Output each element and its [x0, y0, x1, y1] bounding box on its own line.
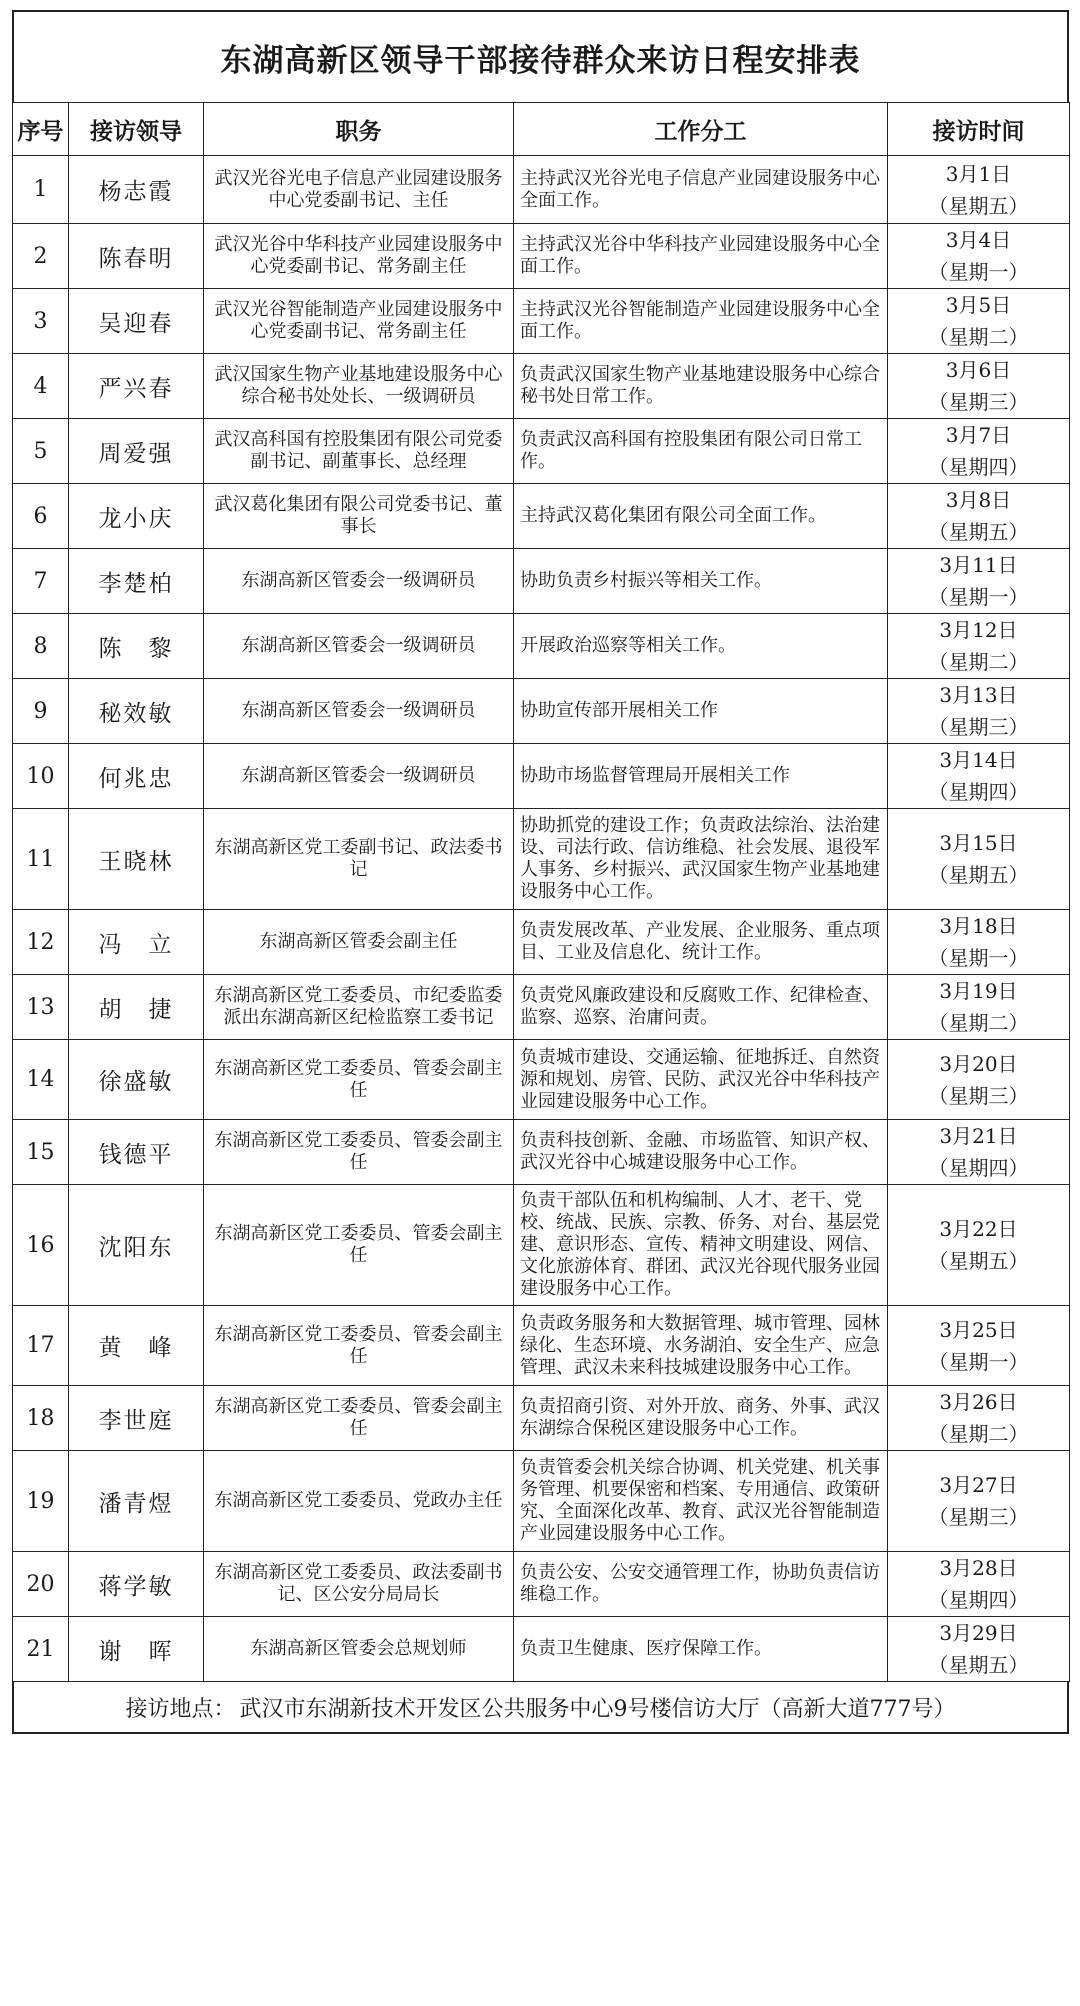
leader-name: 秘效敏: [69, 679, 204, 744]
row-number: 20: [13, 1552, 69, 1617]
reception-time: [888, 354, 1070, 419]
leader-name: 陈春明: [69, 224, 204, 289]
leader-name: 蒋学敏: [69, 1552, 204, 1617]
leader-name: 黄 峰: [69, 1306, 204, 1386]
leader-position: 武汉国家生物产业基地建设服务中心综合秘书处处长、一级调研员: [204, 354, 514, 419]
work-duty: 负责招商引资、对外开放、商务、外事、武汉东湖综合保税区建设服务中心工作。: [514, 1386, 888, 1451]
leader-name: 潘青煜: [69, 1451, 204, 1552]
table-row: [13, 1185, 1070, 1306]
row-number: 9: [13, 679, 69, 744]
work-duty: 负责武汉国家生物产业基地建设服务中心综合秘书处日常工作。: [514, 354, 888, 419]
work-duty: 负责管委会机关综合协调、机关党建、机关事务管理、机要保密和档案、专用通信、政策研究、全面深化改革、教育、武汉光谷智能制造产业园建设服务中心工作。: [514, 1451, 888, 1552]
work-duty: 负责政务服务和大数据管理、城市管理、园林绿化、生态环境、水务湖泊、安全生产、应急管理、武汉未来科技城建设服务中心工作。: [514, 1306, 888, 1386]
reception-weekday: （星期二）: [928, 1422, 1029, 1446]
leader-position: 东湖高新区党工委委员、党政办主任: [204, 1451, 514, 1552]
row-number: 10: [13, 744, 69, 809]
leader-position: 东湖高新区党工委委员、管委会副主任: [204, 1306, 514, 1386]
leader-position: 东湖高新区党工委委员、政法委副书记、区公安分局局长: [204, 1552, 514, 1617]
row-number: 4: [13, 354, 69, 419]
reception-date: 3月21日: [939, 1124, 1018, 1148]
leader-name: 李楚柏: [69, 549, 204, 614]
leader-position: 东湖高新区党工委委员、管委会副主任: [204, 1185, 514, 1306]
leader-name: 吴迎春: [69, 289, 204, 354]
work-duty: 协助宣传部开展相关工作: [514, 679, 888, 744]
work-duty: 负责城市建设、交通运输、征地拆迁、自然资源和规划、房管、民防、武汉光谷中华科技产业园建设服务中心工作。: [514, 1040, 888, 1120]
leader-name: 杨志霞: [69, 156, 204, 224]
reception-date: 3月13日: [939, 683, 1018, 707]
table-row: [13, 224, 1070, 289]
work-duty: 负责武汉高科国有控股集团有限公司日常工作。: [514, 419, 888, 484]
row-number: 3: [13, 289, 69, 354]
reception-weekday: （星期三）: [928, 1083, 1029, 1108]
leader-position: 东湖高新区党工委委员、市纪委监委派出东湖高新区纪检监察工委书记: [204, 975, 514, 1040]
reception-date: 3月5日: [945, 293, 1012, 317]
leader-name: 李世庭: [69, 1386, 204, 1451]
leader-position: 武汉光谷中华科技产业园建设服务中心党委副书记、常务副主任: [204, 224, 514, 289]
table-row: [13, 1386, 1070, 1451]
leader-name: 王晓林: [69, 809, 204, 910]
row-number: 1: [13, 156, 69, 224]
reception-time: [888, 910, 1070, 975]
row-number: 6: [13, 484, 69, 549]
reception-weekday: （星期一）: [928, 946, 1029, 970]
reception-weekday: （星期五）: [928, 193, 1029, 218]
reception-date: 3月1日: [945, 161, 1012, 186]
reception-date: 3月11日: [939, 553, 1018, 577]
work-duty: 协助抓党的建设工作；负责政法综治、法治建设、司法行政、信访维稳、社会发展、退役军人事务、乡村振兴、武汉国家生物产业基地建设服务中心工作。: [514, 809, 888, 910]
reception-date: 3月22日: [939, 1217, 1018, 1241]
reception-weekday: （星期四）: [928, 1588, 1029, 1612]
location-label: 接访地点：: [125, 1696, 236, 1722]
leader-position: 武汉光谷光电子信息产业园建设服务中心党委副书记、主任: [204, 156, 514, 224]
reception-time: [888, 1040, 1070, 1120]
reception-date: 3月19日: [939, 979, 1018, 1003]
leader-name: 徐盛敏: [69, 1040, 204, 1120]
header-duty: 工作分工: [514, 103, 888, 156]
leader-name: 严兴春: [69, 354, 204, 419]
work-duty: 负责科技创新、金融、市场监管、知识产权、武汉光谷中心城建设服务中心工作。: [514, 1120, 888, 1185]
reception-time: [888, 419, 1070, 484]
table-row: [13, 679, 1070, 744]
table-row: [13, 744, 1070, 809]
work-duty: 协助市场监督管理局开展相关工作: [514, 744, 888, 809]
row-number: 11: [13, 809, 69, 910]
reception-time: [888, 1120, 1070, 1185]
reception-weekday: （星期一）: [928, 1349, 1029, 1374]
leader-position: 东湖高新区管委会一级调研员: [204, 744, 514, 809]
reception-weekday: （星期二）: [928, 650, 1029, 674]
table-row: [13, 614, 1070, 679]
reception-time: [888, 549, 1070, 614]
table-row: [13, 1617, 1070, 1682]
leader-name: 陈 黎: [69, 614, 204, 679]
leader-name: 何兆忠: [69, 744, 204, 809]
leader-position: 东湖高新区党工委委员、管委会副主任: [204, 1386, 514, 1451]
reception-time: [888, 1552, 1070, 1617]
work-duty: 负责发展改革、产业发展、企业服务、重点项目、工业及信息化、统计工作。: [514, 910, 888, 975]
leader-name: 冯 立: [69, 910, 204, 975]
reception-date: 3月28日: [939, 1556, 1018, 1580]
leader-position: 东湖高新区管委会一级调研员: [204, 549, 514, 614]
reception-weekday: （星期三）: [928, 1505, 1029, 1529]
reception-time: [888, 1451, 1070, 1552]
row-number: 2: [13, 224, 69, 289]
reception-time: [888, 484, 1070, 549]
schedule-sheet: [12, 10, 1069, 1734]
location-address: 武汉市东湖新技术开发区公共服务中心9号楼信访大厅（高新大道777号）: [239, 1696, 956, 1722]
reception-weekday: （星期五）: [928, 863, 1029, 887]
row-number: 14: [13, 1040, 69, 1120]
reception-time: [888, 1617, 1070, 1682]
reception-date: 3月14日: [939, 748, 1018, 772]
row-number: 15: [13, 1120, 69, 1185]
table-row: [13, 289, 1070, 354]
reception-weekday: （星期三）: [928, 390, 1029, 414]
table-row: [13, 549, 1070, 614]
table-row: [13, 975, 1070, 1040]
reception-date: 3月26日: [939, 1390, 1018, 1414]
leader-position: 东湖高新区管委会副主任: [204, 910, 514, 975]
reception-weekday: （星期二）: [928, 325, 1029, 349]
reception-weekday: （星期五）: [928, 1653, 1029, 1677]
reception-date: 3月18日: [939, 914, 1018, 938]
table-row: [13, 484, 1070, 549]
work-duty: 开展政治巡察等相关工作。: [514, 614, 888, 679]
header-time: 接访时间: [888, 103, 1070, 156]
leader-position: 东湖高新区管委会一级调研员: [204, 614, 514, 679]
leader-position: 东湖高新区管委会一级调研员: [204, 679, 514, 744]
row-number: 21: [13, 1617, 69, 1682]
leader-name: 龙小庆: [69, 484, 204, 549]
leader-position: 武汉光谷智能制造产业园建设服务中心党委副书记、常务副主任: [204, 289, 514, 354]
reception-date: 3月12日: [939, 618, 1018, 642]
reception-date: 3月29日: [939, 1621, 1018, 1645]
table-row: [13, 419, 1070, 484]
table-row: [13, 1306, 1070, 1386]
reception-time: [888, 156, 1070, 224]
reception-date: 3月20日: [939, 1051, 1018, 1076]
reception-date: 3月15日: [939, 831, 1018, 855]
reception-weekday: （星期四）: [928, 780, 1029, 804]
reception-weekday: （星期四）: [928, 1156, 1029, 1180]
table-row: [13, 1451, 1070, 1552]
reception-time: [888, 1185, 1070, 1306]
table-row: [13, 910, 1070, 975]
leader-name: 谢 晖: [69, 1617, 204, 1682]
work-duty: 负责公安、公安交通管理工作，协助负责信访维稳工作。: [514, 1552, 888, 1617]
work-duty: 主持武汉光谷中华科技产业园建设服务中心全面工作。: [514, 224, 888, 289]
reception-time: [888, 614, 1070, 679]
work-duty: 协助负责乡村振兴等相关工作。: [514, 549, 888, 614]
leader-name: 周爱强: [69, 419, 204, 484]
leader-name: 沈阳东: [69, 1185, 204, 1306]
row-number: 7: [13, 549, 69, 614]
reception-date: 3月27日: [939, 1473, 1018, 1497]
reception-date: 3月6日: [945, 358, 1012, 382]
header-leader: 接访领导: [69, 103, 204, 156]
reception-time: [888, 679, 1070, 744]
leader-position: 武汉葛化集团有限公司党委书记、董事长: [204, 484, 514, 549]
row-number: 16: [13, 1185, 69, 1306]
row-number: 17: [13, 1306, 69, 1386]
work-duty: 负责党风廉政建设和反腐败工作、纪律检查、监察、巡察、治庸问责。: [514, 975, 888, 1040]
table-row: [13, 1552, 1070, 1617]
reception-date: 3月4日: [945, 228, 1012, 252]
reception-weekday: （星期四）: [928, 455, 1029, 479]
reception-time: [888, 1306, 1070, 1386]
leader-name: 钱德平: [69, 1120, 204, 1185]
reception-location: [12, 1682, 1069, 1734]
row-number: 12: [13, 910, 69, 975]
reception-weekday: （星期二）: [928, 1011, 1029, 1035]
work-duty: 主持武汉光谷光电子信息产业园建设服务中心全面工作。: [514, 156, 888, 224]
table-row: [13, 1120, 1070, 1185]
reception-date: 3月8日: [945, 488, 1012, 512]
reception-time: [888, 289, 1070, 354]
leader-name: 胡 捷: [69, 975, 204, 1040]
reception-weekday: （星期一）: [928, 260, 1029, 284]
row-number: 19: [13, 1451, 69, 1552]
leader-position: 东湖高新区党工委委员、管委会副主任: [204, 1120, 514, 1185]
leader-position: 武汉高科国有控股集团有限公司党委副书记、副董事长、总经理: [204, 419, 514, 484]
reception-weekday: （星期五）: [928, 520, 1029, 544]
reception-time: [888, 975, 1070, 1040]
table-row: [13, 1040, 1070, 1120]
work-duty: 主持武汉葛化集团有限公司全面工作。: [514, 484, 888, 549]
reception-weekday: （星期三）: [928, 715, 1029, 739]
leader-position: 东湖高新区党工委委员、管委会副主任: [204, 1040, 514, 1120]
row-number: 5: [13, 419, 69, 484]
header-no: 序号: [13, 103, 69, 156]
reception-time: [888, 744, 1070, 809]
reception-date: 3月7日: [945, 423, 1012, 447]
leader-position: 东湖高新区管委会总规划师: [204, 1617, 514, 1682]
row-number: 13: [13, 975, 69, 1040]
work-duty: 负责卫生健康、医疗保障工作。: [514, 1617, 888, 1682]
reception-time: [888, 809, 1070, 910]
work-duty: 主持武汉光谷智能制造产业园建设服务中心全面工作。: [514, 289, 888, 354]
work-duty: 负责干部队伍和机构编制、人才、老干、党校、统战、民族、宗教、侨务、对台、基层党建、意识形态、宣传、精神文明建设、网信、文化旅游体育、群团、武汉光谷现代服务业园建设服务中心工作。: [514, 1185, 888, 1306]
reception-time: [888, 1386, 1070, 1451]
reception-date: 3月25日: [939, 1317, 1018, 1342]
reception-weekday: （星期五）: [928, 1249, 1029, 1273]
schedule-table: [12, 102, 1070, 1682]
page-title: 东湖高新区领导干部接待群众来访日程安排表: [12, 10, 1069, 102]
table-row: [13, 809, 1070, 910]
table-body: [13, 156, 1070, 1682]
header-position: 职务: [204, 103, 514, 156]
reception-weekday: （星期一）: [928, 585, 1029, 609]
table-row: [13, 156, 1070, 224]
table-header-row: [13, 103, 1070, 156]
row-number: 18: [13, 1386, 69, 1451]
leader-position: 东湖高新区党工委副书记、政法委书记: [204, 809, 514, 910]
table-row: [13, 354, 1070, 419]
reception-time: [888, 224, 1070, 289]
row-number: 8: [13, 614, 69, 679]
